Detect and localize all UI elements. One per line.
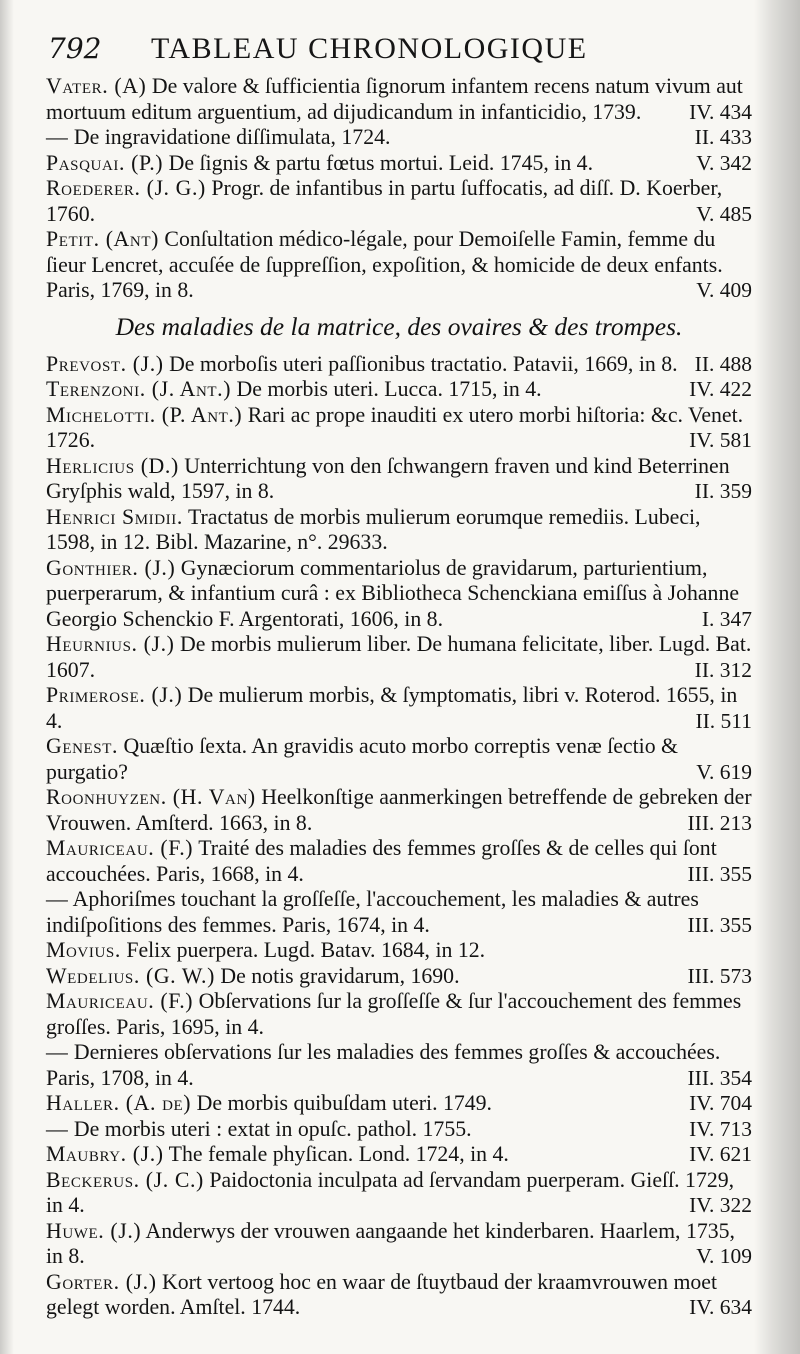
- entry-author: Wedelius. (G. W.): [46, 963, 215, 988]
- entry-author: Beckerus. (J. C.): [46, 1167, 204, 1192]
- entry-volume-ref: II. 312: [694, 657, 752, 682]
- entry-text: The female phyſican. Lond. 1724, in 4.: [168, 1142, 509, 1166]
- bibliography-entry: [46, 74, 752, 125]
- entry-author: Gorter. (J.): [46, 1269, 157, 1294]
- entry-author: Michelotti. (P. Ant.): [46, 402, 243, 427]
- entry-author: Maubry. (J.): [46, 1142, 164, 1166]
- page-number: 792: [48, 32, 102, 65]
- entry-text: De notis gravidarum, 1690.: [220, 963, 460, 988]
- entry-text: De valore & ſufficientia ſignorum infantem recens natum vivum aut mortuum editum arguentium, ad dijudicandum in infanticidio, 1739.: [46, 74, 743, 124]
- entry-author: —: [46, 1040, 69, 1064]
- entry-author: Genest.: [46, 734, 119, 758]
- entry-text: De ſignis & partu fœtus mortui. Leid. 1745, in 4.: [168, 150, 594, 175]
- bibliography-entry: [46, 734, 752, 785]
- entry-text: Traité des maladies des femmes groſſes & de celles qui ſont accouchées. Paris, 1668, in 4.: [46, 836, 717, 886]
- entry-text: Obſervations ſur la groſſeſſe & ſur l'accouchement des femmes groſſes. Paris, 1695, in 4.: [46, 989, 742, 1039]
- running-title: TABLEAU CHRONOLOGIQUE: [151, 32, 588, 65]
- entry-author: Henrici Smidii.: [46, 504, 183, 529]
- bibliography-entry: [46, 989, 752, 1040]
- entry-text: Paidoctonia inculpata ad ſervandam puerperam. Gieſſ. 1729, in 4.: [46, 1167, 735, 1217]
- entry-volume-ref: IV. 634: [689, 1295, 752, 1319]
- bibliography-entry: [46, 1219, 752, 1270]
- entries-before-section: [46, 74, 752, 304]
- entry-volume-ref: V. 485: [696, 201, 752, 226]
- entry-volume-ref: IV. 713: [689, 1116, 752, 1141]
- entry-text: De morbis uteri. Lucca. 1715, in 4.: [236, 377, 542, 401]
- bibliography-entry: [46, 151, 752, 177]
- entry-author: Vater. (A): [46, 74, 147, 98]
- entry-text: Tractatus de morbis mulierum eorumque remediis. Lubeci, 1598, in 12. Bibl. Mazarine, n°. 29633.: [46, 504, 701, 554]
- entry-text: De morbis uteri : extat in opuſc. pathol. 1755.: [73, 1116, 472, 1141]
- entry-volume-ref: IV. 621: [689, 1142, 752, 1166]
- bibliography-entry: [46, 785, 752, 836]
- entry-volume-ref: III. 354: [687, 1065, 752, 1090]
- entry-text: Felix puerpera. Lugd. Batav. 1684, in 12.: [126, 938, 486, 962]
- bibliography-entry: [46, 836, 752, 887]
- entry-author: Heurnius. (J.): [46, 632, 175, 656]
- entry-text: Conſultation médico-légale, pour Demoiſelle Famin, femme du ſieur Lencret, accuſée de ſuppreſſion, expoſition, & homicide de deux enfants. Paris, 1769, in 8.: [46, 227, 723, 302]
- entry-volume-ref: IV. 581: [689, 428, 752, 452]
- entry-volume-ref: III. 573: [687, 963, 752, 988]
- entry-text: De morbis mulierum liber. De humana felicitate, liber. Lugd. Bat. 1607.: [46, 632, 752, 682]
- bibliography-entry: [46, 454, 752, 505]
- entry-volume-ref: II. 511: [695, 708, 752, 733]
- bibliography-entry: [46, 1091, 752, 1117]
- entry-author: —: [46, 125, 69, 149]
- entry-author: —: [46, 1116, 69, 1141]
- bibliography-entry: [46, 1142, 752, 1168]
- entry-author: Gonthier. (J.): [46, 555, 176, 580]
- bibliography-entry: [46, 505, 752, 556]
- entry-text: De morboſis uteri paſſionibus tractatio. Patavii, 1669, in 8.: [169, 351, 678, 376]
- entry-author: Herlicius (D.): [46, 453, 179, 478]
- entry-author: Primerose. (J.): [46, 683, 183, 707]
- entry-text: Anderwys der vrouwen aangaande het kinderbaren. Haarlem, 1735, in 8.: [46, 1218, 735, 1268]
- entry-volume-ref: IV. 704: [689, 1091, 752, 1115]
- bibliography-entry: [46, 1270, 752, 1321]
- entry-author: —: [46, 887, 69, 911]
- entry-text: Gynæciorum commentariolus de gravidarum, parturientium, puerperarum, & infantium curâ : ex Bibliotheca Schenckiana emiſſus à Johanne Georgio Schenckio F. Argentorati, 1606, in 8.: [46, 555, 740, 631]
- entry-text: Rari ac prope inauditi ex utero morbi hiſtoria: &c. Venet. 1726.: [46, 402, 744, 452]
- entry-author: Movius.: [46, 938, 121, 962]
- section-heading: Des maladies de la matrice, des ovaires & des trompes.: [115, 311, 683, 341]
- entry-volume-ref: IV. 422: [689, 377, 752, 401]
- entry-text: De mulierum morbis, & ſymptomatis, libri v. Roterod. 1655, in 4.: [46, 683, 738, 733]
- entry-text: Dernieres obſervations ſur les maladies des femmes groſſes & accouchées. Paris, 1708, in 4.: [46, 1040, 721, 1090]
- entry-volume-ref: IV. 434: [689, 99, 752, 124]
- bibliography-entry: [46, 1040, 752, 1091]
- entry-text: Unterrichtung von den ſchwangern fraven und kind Beterrinen Gryſphis wald, 1597, in 8.: [46, 453, 730, 503]
- entry-author: Haller. (A. de): [46, 1091, 192, 1115]
- bibliography-entry: [46, 176, 752, 227]
- bibliography-list: [46, 74, 752, 1321]
- entry-author: Terenzoni. (J. Ant.): [46, 377, 232, 401]
- bibliography-entry: [46, 683, 752, 734]
- bibliography-entry: [46, 377, 752, 403]
- entry-author: Mauriceau. (F.): [46, 989, 194, 1013]
- entry-author: Roonhuyzen. (H. Van): [46, 785, 256, 809]
- entry-text: Kort vertoog hoc en waar de ſtuytbaud der kraamvrouwen moet gelegt worden. Amſtel. 1744.: [46, 1269, 718, 1319]
- entry-text: De ingravidatione diſſimulata, 1724.: [73, 125, 391, 149]
- entry-author: Prevost. (J.): [46, 351, 164, 376]
- entry-volume-ref: II. 488: [694, 351, 752, 376]
- entry-volume-ref: III. 355: [687, 912, 752, 937]
- bibliography-entry: [46, 964, 752, 990]
- entry-text: De morbis quibuſdam uteri. 1749.: [196, 1091, 493, 1115]
- entry-author: Roederer. (J. G.): [46, 176, 206, 200]
- bibliography-entry: [46, 352, 752, 378]
- entry-volume-ref: V. 409: [696, 278, 752, 302]
- bibliography-entry: [46, 632, 752, 683]
- entry-text: Quæſtio ſexta. An gravidis acuto morbo correptis venæ ſectio & purgatio?: [46, 734, 679, 784]
- bibliography-entry: [46, 125, 752, 151]
- entry-text: Heelkonſtige aanmerkingen betreffende de gebreken der Vrouwen. Amſterd. 1663, in 8.: [46, 785, 752, 835]
- entry-author: Pasquai. (P.): [46, 150, 164, 175]
- page-header: [48, 26, 748, 70]
- bibliography-entry: [46, 887, 752, 938]
- entry-volume-ref: II. 433: [694, 125, 752, 149]
- entry-author: Huwe. (J.): [46, 1218, 142, 1243]
- bibliography-entry: [46, 403, 752, 454]
- entry-volume-ref: V. 109: [696, 1244, 752, 1268]
- entry-text: Progr. de infantibus in partu ſuffocatis, ad diſſ. D. Koerber, 1760.: [46, 176, 723, 226]
- entry-volume-ref: V. 342: [696, 150, 752, 175]
- entry-volume-ref: IV. 322: [689, 1193, 752, 1217]
- entry-volume-ref: III. 355: [687, 861, 752, 886]
- entry-author: Mauriceau. (F.): [46, 836, 194, 860]
- bibliography-entry: [46, 556, 752, 633]
- entry-author: Petit. (Ant): [46, 227, 159, 251]
- entry-volume-ref: I. 347: [701, 606, 752, 631]
- entries-after-section: [46, 352, 752, 1321]
- entry-volume-ref: III. 213: [687, 810, 752, 835]
- bibliography-entry: [46, 938, 752, 964]
- entry-volume-ref: II. 359: [694, 479, 752, 503]
- entry-volume-ref: V. 619: [696, 759, 752, 784]
- bibliography-entry: [46, 227, 752, 304]
- bibliography-entry: [46, 1168, 752, 1219]
- bibliography-entry: [46, 1117, 752, 1143]
- entry-text: Aphoriſmes touchant la groſſeſſe, l'accouchement, les maladies & autres indiſpoſitions des femmes. Paris, 1674, in 4.: [46, 887, 699, 937]
